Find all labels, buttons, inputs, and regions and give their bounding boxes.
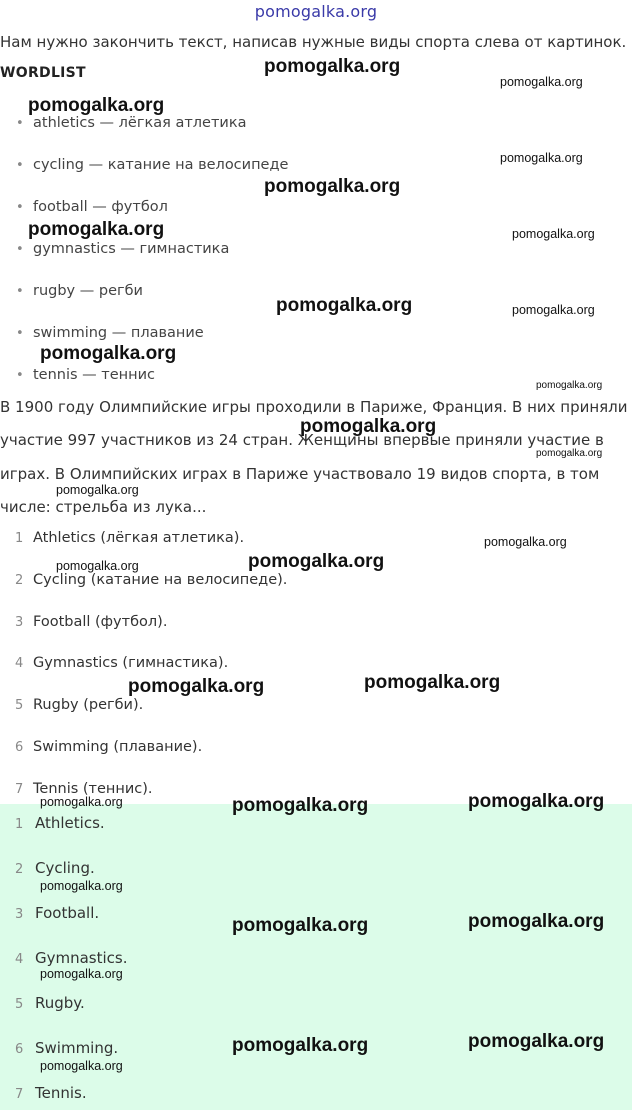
answer-text: Athletics. xyxy=(35,814,105,832)
watermark: pomogalka.org xyxy=(500,151,583,165)
answer-text: Rugby. xyxy=(35,994,85,1012)
answer-item xyxy=(15,1039,118,1057)
numbered-item xyxy=(15,697,143,713)
wordlist-item xyxy=(16,115,247,131)
wordlist-item-text: swimming — плавание xyxy=(33,325,204,341)
item-number: 5 xyxy=(15,698,24,713)
watermark: pomogalka.org xyxy=(28,219,165,240)
site-header-link[interactable]: pomogalka.org xyxy=(254,2,378,21)
numbered-item xyxy=(15,530,244,546)
answer-item xyxy=(15,814,105,832)
answer-text: Football. xyxy=(35,904,100,922)
watermark: pomogalka.org xyxy=(56,559,139,573)
wordlist-item xyxy=(16,157,288,173)
watermark: pomogalka.org xyxy=(56,483,139,497)
answer-text: Gymnastics. xyxy=(35,949,128,967)
watermark: pomogalka.org xyxy=(300,416,437,437)
bullet-icon: • xyxy=(16,116,24,131)
answer-item xyxy=(15,859,95,877)
answer-text: Cycling. xyxy=(35,859,95,877)
paragraph-line: играх. В Олимпийских играх в Париже участвовало 19 видов спорта, в том xyxy=(0,465,600,483)
numbered-item xyxy=(15,655,228,671)
item-number: 3 xyxy=(15,907,24,922)
wordlist-item xyxy=(16,367,155,383)
wordlist-item xyxy=(16,199,168,215)
item-number: 7 xyxy=(15,782,24,797)
watermark: pomogalka.org xyxy=(512,303,595,317)
item-text: Gymnastics (гимнастика). xyxy=(33,655,229,671)
bullet-icon: • xyxy=(16,200,24,215)
watermark: pomogalka.org xyxy=(500,75,583,89)
answer-text: Swimming. xyxy=(35,1039,119,1057)
wordlist-item-text: cycling — катание на велосипеде xyxy=(33,157,289,173)
wordlist-item-text: tennis — теннис xyxy=(33,367,156,383)
watermark: pomogalka.org xyxy=(264,56,401,77)
watermark: pomogalka.org xyxy=(536,380,603,391)
paragraph-line: участие 997 участников из 24 стран. Женщины впервые приняли участие в xyxy=(0,431,604,449)
watermark: pomogalka.org xyxy=(248,551,385,572)
bullet-icon: • xyxy=(16,326,24,341)
wordlist-item-text: football — футбол xyxy=(33,199,168,215)
item-text: Tennis (теннис). xyxy=(33,781,153,797)
numbered-item xyxy=(15,572,287,588)
watermark: pomogalka.org xyxy=(468,1031,605,1052)
watermark: pomogalka.org xyxy=(40,879,123,893)
watermark: pomogalka.org xyxy=(40,1059,123,1073)
item-number: 5 xyxy=(15,997,24,1012)
task-instruction: Нам нужно закончить текст, написав нужные виды спорта слева от картинок. xyxy=(0,33,627,51)
watermark: pomogalka.org xyxy=(364,672,501,693)
item-text: Cycling (катание на велосипеде). xyxy=(33,572,288,588)
watermark: pomogalka.org xyxy=(512,227,595,241)
wordlist-title: WORDLIST xyxy=(0,65,86,81)
answer-item xyxy=(15,949,128,967)
watermark: pomogalka.org xyxy=(40,343,177,364)
item-text: Swimming (плавание). xyxy=(33,739,203,755)
item-number: 2 xyxy=(15,862,24,877)
answer-item xyxy=(15,1084,87,1102)
watermark: pomogalka.org xyxy=(40,967,123,981)
item-text: Rugby (регби). xyxy=(33,697,144,713)
watermark: pomogalka.org xyxy=(536,448,603,459)
watermark: pomogalka.org xyxy=(232,1035,369,1056)
item-text: Football (футбол). xyxy=(33,614,168,630)
paragraph-line: числе: стрельба из лука... xyxy=(0,498,207,516)
watermark: pomogalka.org xyxy=(276,295,413,316)
watermark: pomogalka.org xyxy=(28,95,165,116)
bullet-icon: • xyxy=(16,158,24,173)
watermark: pomogalka.org xyxy=(128,676,265,697)
watermark: pomogalka.org xyxy=(40,795,123,809)
watermark: pomogalka.org xyxy=(468,911,605,932)
numbered-item xyxy=(15,739,202,755)
item-text: Athletics (лёгкая атлетика). xyxy=(33,530,245,546)
item-number: 4 xyxy=(15,952,24,967)
bullet-icon: • xyxy=(16,284,24,299)
watermark: pomogalka.org xyxy=(468,791,605,812)
item-number: 1 xyxy=(15,817,24,832)
bullet-icon: • xyxy=(16,242,24,257)
item-number: 6 xyxy=(15,740,24,755)
watermark: pomogalka.org xyxy=(484,535,567,549)
wordlist-item-text: gymnastics — гимнастика xyxy=(33,241,230,257)
paragraph-line: В 1900 году Олимпийские игры проходили в Париже, Франция. В них приняли xyxy=(0,398,628,416)
answer-item xyxy=(15,904,99,922)
wordlist-item-text: athletics — лёгкая атлетика xyxy=(33,115,247,131)
item-number: 1 xyxy=(15,531,24,546)
bullet-icon: • xyxy=(16,368,24,383)
item-number: 2 xyxy=(15,573,24,588)
item-number: 3 xyxy=(15,615,24,630)
wordlist-item xyxy=(16,241,229,257)
watermark: pomogalka.org xyxy=(264,176,401,197)
wordlist-item xyxy=(16,325,204,341)
item-number: 4 xyxy=(15,656,24,671)
answer-text: Tennis. xyxy=(35,1084,87,1102)
item-number: 6 xyxy=(15,1042,24,1057)
item-number: 7 xyxy=(15,1087,24,1102)
watermark: pomogalka.org xyxy=(232,915,369,936)
watermark: pomogalka.org xyxy=(232,795,369,816)
wordlist-item xyxy=(16,283,143,299)
numbered-item xyxy=(15,614,167,630)
wordlist-item-text: rugby — регби xyxy=(33,283,143,299)
answer-item xyxy=(15,994,85,1012)
